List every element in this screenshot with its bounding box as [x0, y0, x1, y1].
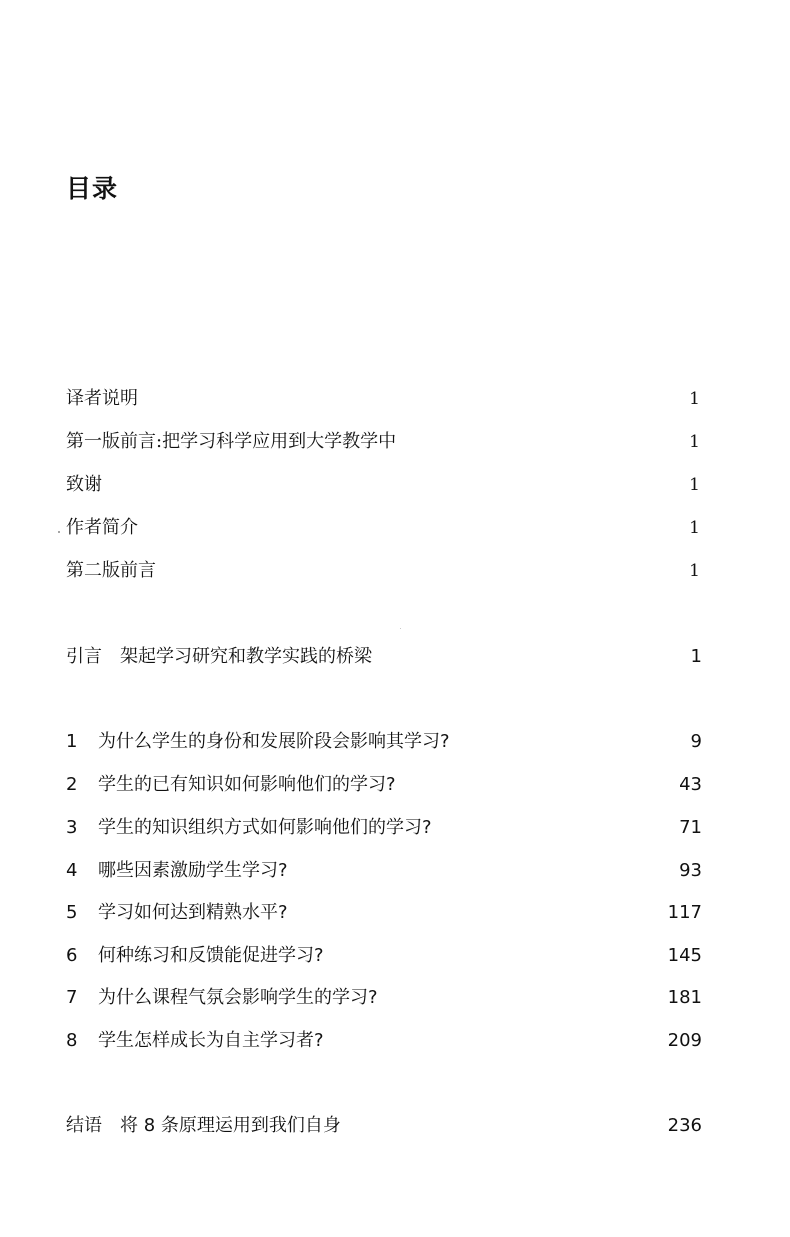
- intro-prefix: 引言: [66, 646, 102, 667]
- chapter-label: 何种练习和反馈能促进学习?: [98, 945, 324, 966]
- entry-label: 译者说明: [66, 388, 138, 409]
- conclusion-entry: [66, 1110, 702, 1142]
- chapter-entry: [66, 812, 702, 844]
- chapter-number: 4: [66, 860, 78, 881]
- chapter-label: 学生的知识组织方式如何影响他们的学习?: [98, 817, 432, 838]
- chapter-entry: [66, 982, 702, 1014]
- chapter-entry: [66, 1025, 702, 1057]
- chapter-entry: [66, 897, 702, 929]
- chapter-page-number: 181: [667, 987, 702, 1008]
- chapter-label: 学生的已有知识如何影响他们的学习?: [98, 774, 396, 795]
- entry-page-number: 1: [689, 389, 700, 409]
- page-title: 目录: [66, 174, 119, 203]
- conclusion-label: 将 8 条原理运用到我们自身: [120, 1115, 341, 1136]
- chapter-label: 学习如何达到精熟水平?: [98, 902, 288, 923]
- chapter-page-number: 209: [667, 1030, 702, 1051]
- entry-page-number: 1: [689, 432, 700, 452]
- chapter-page-number: 145: [667, 945, 702, 966]
- chapter-page-number: 71: [679, 817, 702, 838]
- chapter-label: 为什么课程气氛会影响学生的学习?: [98, 987, 378, 1008]
- chapter-number: 6: [66, 945, 78, 966]
- front-matter-entry: [66, 555, 702, 587]
- chapter-number: 1: [66, 731, 78, 752]
- chapter-page-number: 93: [679, 860, 702, 881]
- front-matter-entry: [66, 512, 702, 544]
- conclusion-prefix: 结语: [66, 1115, 102, 1136]
- chapter-page-number: 9: [690, 731, 702, 752]
- chapter-entry: [66, 726, 702, 758]
- front-matter-entry: [66, 426, 702, 458]
- entry-page-number: 1: [689, 518, 700, 538]
- entry-page-number: 1: [689, 475, 700, 495]
- intro-label: 架起学习研究和教学实践的桥梁: [120, 646, 372, 667]
- chapter-number: 7: [66, 987, 78, 1008]
- entry-page-number: 1: [689, 561, 700, 581]
- conclusion-page-number: 236: [667, 1115, 702, 1136]
- chapter-label: 学生怎样成长为自主学习者?: [98, 1030, 324, 1051]
- chapter-entry: [66, 855, 702, 887]
- chapter-entry: [66, 940, 702, 972]
- scan-artifact: [400, 628, 401, 629]
- entry-label: 第二版前言: [66, 560, 156, 581]
- intro-page-number: 1: [690, 646, 702, 667]
- chapter-page-number: 43: [679, 774, 702, 795]
- entry-label: 第一版前言:把学习科学应用到大学教学中: [66, 431, 397, 452]
- chapter-label: 哪些因素激励学生学习?: [98, 860, 288, 881]
- chapter-entry: [66, 769, 702, 801]
- chapter-number: 3: [66, 817, 78, 838]
- chapter-label: 为什么学生的身份和发展阶段会影响其学习?: [98, 731, 450, 752]
- chapter-number: 8: [66, 1030, 78, 1051]
- chapter-number: 2: [66, 774, 78, 795]
- chapter-page-number: 117: [667, 902, 702, 923]
- intro-entry: [66, 641, 702, 673]
- entry-label: 致谢: [66, 474, 102, 495]
- front-matter-entry: [66, 469, 702, 501]
- chapter-number: 5: [66, 902, 78, 923]
- entry-label: 作者简介: [66, 517, 138, 538]
- front-matter-entry: [66, 383, 702, 415]
- scan-artifact: [58, 531, 60, 533]
